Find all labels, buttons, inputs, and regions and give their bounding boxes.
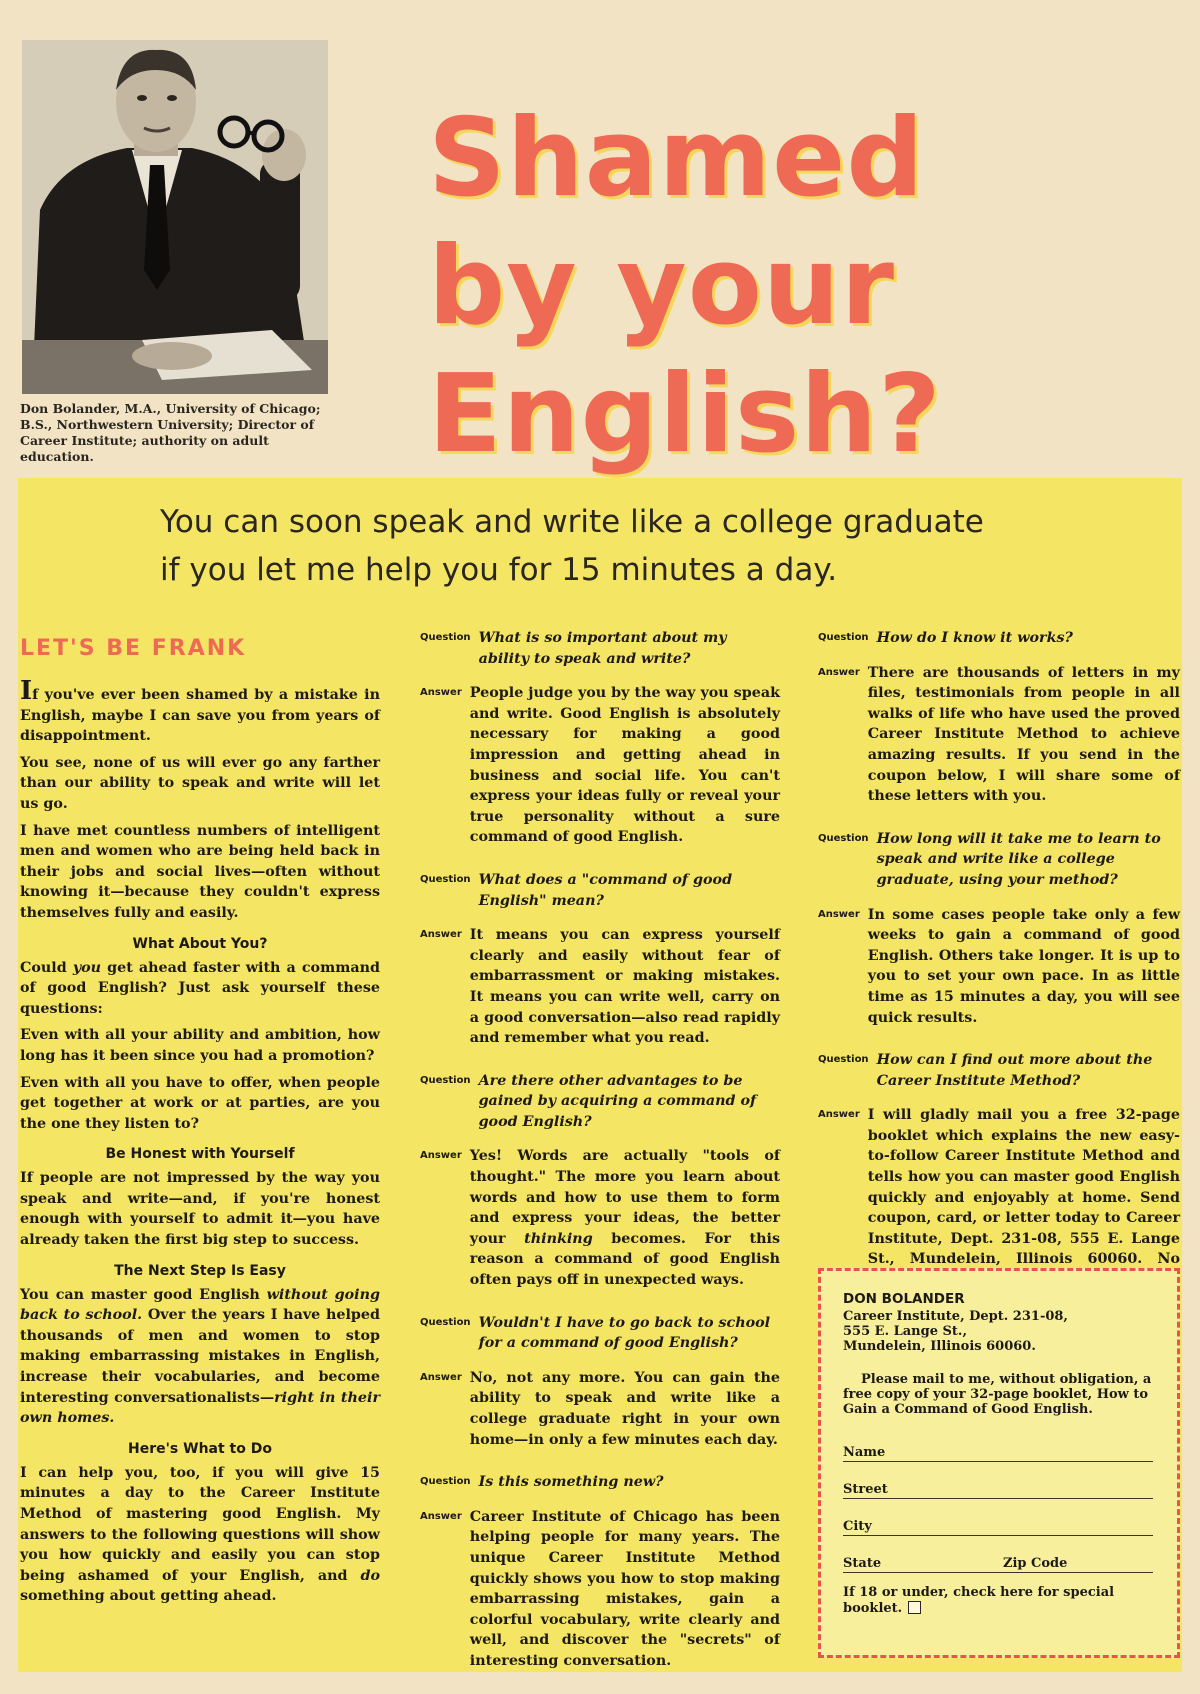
text-span: becomes. For this reason a command of good English often pays off in unexpected ways. (469, 1230, 780, 1289)
intro-paragraph-2: You see, none of us will ever go any farther than our ability to speak and write will let us go. (20, 754, 380, 812)
answer-label: Answer (818, 666, 860, 678)
question-label: Question (420, 1074, 471, 1086)
answer-label: Answer (420, 1150, 462, 1162)
answer-label: Answer (420, 687, 462, 699)
question-label: Question (818, 832, 869, 844)
answer-label: Answer (420, 1371, 462, 1383)
photo-caption: Don Bolander, M.A., University of Chicago; B.S., Northwestern University; Director of Career Institute; authority on adult education. (20, 401, 321, 464)
text-span: You can master good English (20, 1286, 267, 1303)
order-coupon (818, 1268, 1180, 1658)
intro-paragraph-5: Even with all your ability and ambition, how long has it been since you had a promotion? (20, 1027, 380, 1064)
question-label: Question (818, 1054, 869, 1066)
answer-text: Career Institute of Chicago has been helping people for many years. The unique Career Institute Method quickly shows you how to stop making embarrassing mistakes, gain a colorful vocabulary, write clearly and well, and discover the "secrets" of interesting conversation. (469, 1508, 780, 1669)
name-field[interactable] (843, 1425, 1153, 1462)
answer-label: Answer (420, 1510, 462, 1522)
question-label: Question (818, 632, 869, 643)
answer-label: Answer (420, 929, 462, 941)
answer-text: There are thousands of letters in my files, testimonials from people in all walks of life who have used the proved Career Institute Method to achieve amazing results. If you send in the coupon below, I will share some of these letters with you. (867, 664, 1180, 805)
coupon-recipient: DON BOLANDER (843, 1291, 965, 1307)
answer-block (818, 663, 1180, 807)
subheading-next-step: The Next Step Is Easy (114, 1262, 286, 1279)
question-text: Are there other advantages to be gained by acquiring a command of good English? (478, 1072, 757, 1130)
coupon-address-line-2: 555 E. Lange St., (843, 1324, 967, 1339)
text-span: Yes! Words are actually "tools of thought." The more you learn about words and how to use them to form and express your ideas, the better your (469, 1148, 780, 1247)
answer-block (818, 1105, 1180, 1290)
intro-paragraph-7: If people are not impressed by the way you speak and write—and, if you're honest enough with yourself to admit it—you have already taken the first big step to success. (20, 1170, 380, 1249)
intro-paragraph-4 (20, 958, 380, 1020)
subheading-what-about-you: What About You? (132, 935, 268, 952)
coupon-address-line-3: Mundelein, Illinois 60060. (843, 1339, 1036, 1354)
question-text: How can I find out more about the Career Institute Method? (876, 1052, 1153, 1089)
text-span: something about getting ahead. (20, 1588, 277, 1605)
age-note-text: If 18 or under, check here for special booklet. (843, 1585, 1115, 1616)
answer-block (420, 1368, 780, 1450)
question-label: Question (420, 632, 471, 643)
subheading-be-honest: Be Honest with Yourself (105, 1146, 295, 1163)
question-block (420, 628, 780, 669)
question-block (420, 870, 780, 911)
question-text: Wouldn't I have to go back to school for a command of good English? (478, 1314, 771, 1352)
headline-line-1: Shamed (428, 96, 925, 221)
subheadline-line-1: You can soon speak and write like a college graduate (160, 504, 984, 540)
question-block (420, 1472, 780, 1493)
special-booklet-checkbox[interactable] (908, 1601, 921, 1614)
zip-label: Zip Code (1003, 1556, 1068, 1571)
coupon-address-line-1: Career Institute, Dept. 231-08, (843, 1309, 1068, 1324)
emphasis: thinking (524, 1230, 593, 1247)
section-heading: LET'S BE FRANK (20, 636, 247, 661)
text-span: I can help you, too, if you will give 15 minutes a day to the Career Institute Method of mastering good English. My answers to the following questions will show you how quickly and easily you can stop being ashamed of your English, and (20, 1464, 380, 1584)
age-note (843, 1585, 1153, 1617)
answer-text: No, not any more. You can gain the ability to speak and write like a college graduate right in your own home—in only a few minutes each day. (469, 1369, 780, 1448)
emphasis: do (360, 1567, 380, 1584)
drop-cap: I (20, 676, 33, 706)
answer-text: People judge you by the way you speak and write. Good English is absolutely necessary for making a good impression and getting ahead in business and social life. You can't express your ideas fully or reveal your true personality without a sure command of good English. (469, 685, 780, 846)
intro-paragraph-1 (20, 676, 380, 747)
question-text: What does a "command of good English" mean? (478, 871, 733, 909)
answer-block (818, 905, 1180, 1029)
headline (428, 95, 1168, 479)
question-block (818, 1050, 1180, 1091)
street-field[interactable] (843, 1462, 1153, 1499)
emphasis: you (72, 959, 102, 976)
portrait-illustration (22, 40, 328, 394)
answer-text: It means you can express yourself clearly and easily without fear of embarrassment or making mistakes. It means you can write well, carry on a good conversation—also read rapidly and remember what you read. (469, 927, 780, 1047)
headline-line-3: English? (428, 352, 942, 477)
coupon-form (843, 1425, 1153, 1573)
state-zip-field[interactable] (843, 1536, 1153, 1573)
column-qa-1 (420, 628, 780, 1694)
text-span: Over the years I have helped thousands of men and women to stop making embarrassing mistakes in English, increase their vocabularies, and become interesting conversationalists— (20, 1307, 380, 1406)
emphasis: right in their own homes. (20, 1389, 380, 1427)
name-label: Name (843, 1445, 886, 1460)
answer-block (420, 925, 780, 1049)
intro-paragraph-8 (20, 1285, 380, 1429)
intro-paragraph-3: I have met countless numbers of intelligent men and women who are being held back in their jobs and social lives—often without knowing it—because they couldn't express themselves fully and easily. (20, 822, 380, 921)
column-intro (20, 622, 380, 1613)
subheadline (160, 498, 1180, 594)
intro-paragraph-9 (20, 1463, 380, 1607)
city-label: City (843, 1519, 872, 1534)
answer-block (420, 1507, 780, 1672)
intro-paragraph-6: Even with all you have to offer, when people get together at work or at parties, are you the one they listen to? (20, 1074, 380, 1132)
question-label: Question (420, 873, 471, 885)
answer-label: Answer (818, 1109, 860, 1121)
answer-label: Answer (818, 908, 860, 920)
text-span: get ahead faster with a command of good English? Just ask yourself these questions: (20, 959, 380, 1017)
question-label: Question (420, 1316, 471, 1328)
street-label: Street (843, 1482, 888, 1497)
answer-block (420, 683, 780, 848)
question-text: What is so important about my ability to speak and write? (478, 630, 727, 667)
subheading-what-to-do: Here's What to Do (128, 1440, 272, 1457)
answer-text: I will gladly mail you a free 32-page booklet which explains the new easy-to-follow Career Institute Method and tells how you can master good English quickly and enjoyably at home. Send coupon, card, or letter today to Career Institute, Dept. 231-08, 555 E. Lange St., Mundelein, Illinois 60060. No (867, 1107, 1180, 1268)
question-text: Is this something new? (478, 1474, 664, 1491)
question-block (818, 829, 1180, 891)
question-text: How long will it take me to learn to speak and write like a college graduate, using your method? (876, 830, 1161, 888)
answer-block (420, 1146, 780, 1290)
question-text: How do I know it works? (876, 630, 1073, 646)
headline-line-2: by your (428, 224, 896, 349)
portrait-photo (22, 40, 328, 394)
answer-text: In some cases people take only a few weeks to gain a command of good English. Others take longer. It is up to you to set your own pace. In as little time as 15 minutes a day, you will see quick results. (867, 906, 1180, 1026)
text-span: Could (20, 959, 73, 976)
question-label: Question (420, 1476, 471, 1488)
city-field[interactable] (843, 1499, 1153, 1536)
intro-text-1: f you've ever been shamed by a mistake in English, maybe I can save you from years of disappointment. (20, 687, 380, 745)
question-block (420, 1071, 780, 1133)
coupon-message: Please mail to me, without obligation, a free copy of your 32-page booklet, How to Gain a Command of Good English. (843, 1372, 1152, 1417)
question-block (420, 1313, 780, 1354)
column-qa-2 (818, 628, 1180, 1313)
subheadline-line-2: if you let me help you for 15 minutes a day. (160, 552, 838, 588)
emphasis: without going back to school. (20, 1286, 380, 1324)
answer-text (470, 1146, 780, 1290)
question-block (818, 628, 1180, 649)
state-label: State (843, 1556, 882, 1571)
